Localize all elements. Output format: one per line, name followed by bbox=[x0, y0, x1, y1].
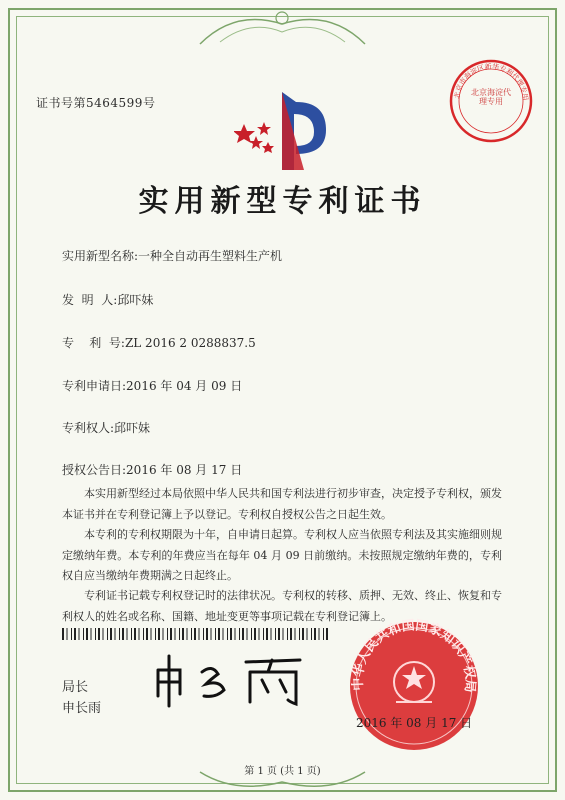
paragraph-legal-status: 专利证书记载专利权登记时的法律状况。专利权的转移、质押、无效、终止、恢复和专利权人的姓名或名称、国籍、地址变更等事项记载在专利登记簿上。 bbox=[62, 589, 502, 623]
national-office-seal bbox=[346, 618, 482, 754]
barcode bbox=[62, 628, 328, 640]
paragraph-grant: 本实用新型经过本局依照中华人民共和国专利法进行初步审查，决定授予专利权，颁发本证书并在专利登记簿上予以登记。专利权自授权公告之日起生效。 bbox=[62, 487, 502, 521]
agency-seal-center: 北京海淀代理专用 bbox=[471, 88, 511, 107]
page-footer: 第 1 页 (共 1 页) bbox=[244, 766, 321, 777]
director-title: 局长 bbox=[62, 680, 89, 695]
agency-seal bbox=[448, 58, 534, 144]
certificate-number: 证书号第5464599号 bbox=[36, 96, 156, 110]
seal-date: 2016 年 08 月 17 日 bbox=[356, 716, 473, 730]
field-application-date: 专利申请日:2016 年 04 月 09 日 bbox=[62, 379, 243, 393]
field-utility-model-name: 实用新型名称:一种全自动再生塑料生产机 bbox=[62, 249, 283, 263]
seal-text: 中华人民共和国国家知识产权局 bbox=[350, 618, 478, 694]
field-grant-date: 授权公告日:2016 年 08 月 17 日 bbox=[62, 463, 243, 477]
director-signature bbox=[150, 650, 320, 708]
page-title: 实用新型专利证书 bbox=[138, 184, 427, 219]
field-inventor: 发 明 人:邱吓妹 bbox=[62, 293, 154, 307]
top-ornament bbox=[190, 4, 375, 54]
patent-office-emblem-icon bbox=[234, 84, 334, 174]
paragraph-term: 本专利的专利权期限为十年，自申请日起算。专利权人应当依照专利法及其实施细则规定缴纳年费。本专利的年费应当在每年 04 月 09 日前缴纳。未按照规定缴纳年费的，专利权自应当缴纳年费期满之日起终止。 bbox=[62, 528, 502, 582]
field-patent-number: 专 利 号:ZL 2016 2 0288837.5 bbox=[62, 336, 256, 350]
agency-seal-text: 北京市海淀区新华专利代理专用 bbox=[452, 62, 530, 101]
director-name: 申长雨 bbox=[62, 701, 102, 716]
field-patentee: 专利权人:邱吓妹 bbox=[62, 421, 151, 435]
